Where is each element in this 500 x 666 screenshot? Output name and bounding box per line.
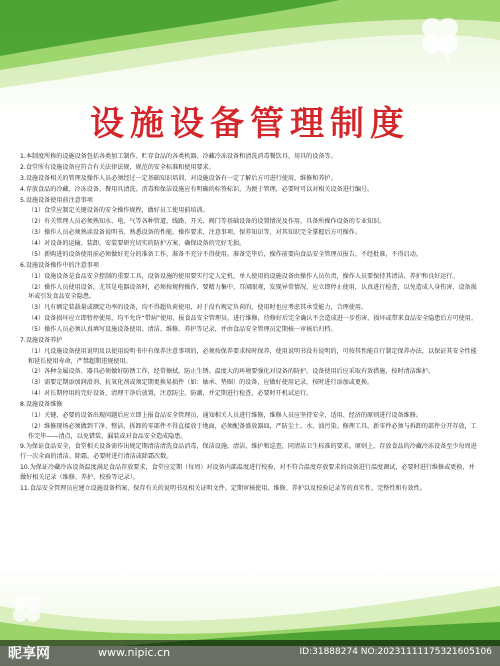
paragraph: 10.为保证冷藏冷冻设备温度满足食品存放要求，食堂应定期（每周）对设备内部温度进行校验，对不符合温度存放要求的设备进行温度调试，必要时进行维修或更换，并做好相关记录（维修、养护、校验等记录）。 bbox=[20, 464, 475, 481]
paragraph: （1）食堂应制定关键设备的安全操作规程，做好员工使用前培训。 bbox=[28, 207, 209, 215]
paragraph: 11.食品安全管理员应建立设施设备档案，保存有关的说明书及相关证明文件。定期审核使用、维修、养护以及校验记录等的真实性、完整性和有效性。 bbox=[20, 484, 426, 492]
paragraph: 8.设施设备维修 bbox=[20, 401, 63, 409]
paragraph: 4.存放食品的冷藏、冷冻设备，餐用具清洗、消毒和保洁设施应有明确的标签标识，为便于管理，必要时可以对相关设备进行编号。 bbox=[20, 185, 374, 193]
bottom-green-swoosh bbox=[0, 576, 500, 646]
paragraph: （2）维修现场必须做到干净、整洁，拆卸的零部件不得直接放于地面，必须配备盛放器皿，严防尘土、水、油污染。修理工具、新零件必须与拆卸的部件分开存放，工作完毕——清点，以免错装、漏装或对食品安全造成隐患。 bbox=[28, 422, 477, 440]
bottom-clover-icon bbox=[4, 586, 50, 632]
watermark-logo: 昵享网 bbox=[8, 646, 50, 662]
regulation-text bbox=[20, 152, 480, 495]
paragraph: （1）设施设备是食品安全控制的重要工具，设备设施的使用要实行定人定机，单人使用的设施设备由操作人员负责，操作人员要保持其清洁、养护和良好运行。 bbox=[28, 272, 459, 280]
paragraph: （3）需要定期添加润滑剂、抗氧化剂或须定期更换易损件（如：轴承、垫圈）的设备，应做好使用记录，按时进行添加或更换。 bbox=[28, 379, 374, 387]
paragraph: （2）操作人员使用设备，尤其是电器设备时，必须按规程操作，要精力集中，耳闻眼观，发现异常情况，应立即停止使用，认真进行检查，以免造成人身伤害、设备损坏或引发食品安全隐患。 bbox=[28, 283, 477, 301]
page-title: 设施设备管理制度 bbox=[90, 104, 410, 144]
paragraph: （4）对长期停用的完好设备，清理干净后放置，注意防尘、防潮，并定期进行检查，必要时开机试运行。 bbox=[28, 390, 313, 398]
paragraph: 5.设施设备使用前注意事项 bbox=[20, 196, 93, 204]
paragraph: （4）设备损坏应立即暂停使用，均不允许“带病”使用，报食品安全管理员，进行维修，待修好后完全确认不会造成进一步伤害、损坏或带来食品安全隐患后方可使用。 bbox=[28, 315, 477, 323]
paragraph: （5）新购进的设备使用前必须做好充分的准备工作，准备不充分不得使用。准备完毕后，操作前要向食品安全管理员报告，不经批准，不得启动。 bbox=[28, 251, 422, 259]
paragraph: 2.食堂所有设施设备应符合有关法律法规、规范的安全标准和使用要求。 bbox=[20, 163, 215, 171]
paragraph: （3）凡有额定装载量或额定功率的设备，均不得超负荷使用，对于没有规定负荷的，使用时也应考虑其承受能力，合理使用。 bbox=[28, 304, 368, 312]
paragraph: 6.设施设备操作中的注意事项 bbox=[20, 261, 99, 269]
paragraph: （2）有关管理人员必须熟知水、电、气等各种管道、线路、开关、阀门等基础设备的设置情况及作用，具备所操作设备的专业知识。 bbox=[28, 218, 386, 226]
paragraph: 3.设施设备相关的管理及操作人员必须经过一定基础知识培训，对设施设备有一定了解后方可进行使用、维修和养护。 bbox=[20, 174, 337, 182]
watermark-id: ID:31888274 NO:20231111175321605106 bbox=[299, 647, 492, 657]
clover-icon bbox=[410, 6, 470, 66]
paragraph: （4）对设备的运输、装卸、安装要研究切实的防护方案，确保设备的完好无损。 bbox=[28, 240, 246, 248]
paragraph: （1）关键、必要的设备出现问题后应立即上报食品安全管理员，通知相关人员进行维修，维修人员应坚持安全、适用、经济的原则进行设备维修。 bbox=[28, 412, 422, 419]
watermark-site: www.nipic.cn bbox=[98, 646, 171, 659]
paragraph: 1.本制度所称的设施设备包括各类加工制作、贮存食品的各类机器、冷藏冷冻设备和清洗消毒餐饮具、用具的设备等。 bbox=[20, 153, 337, 160]
paragraph: （1）凡设施设备使用说明及以使用说明书中有保养注意事项的，必须按保养要求按时保养，使用说明书没有说明的，可按其性能自行制定保养办法，以保证其安全性能和延长使用寿命，严禁超期违规使用。 bbox=[28, 347, 477, 365]
paragraph: （5）操作人员必须认真填写设施设备使用、清洁、维修、养护等记录，并由食品安全管理员定期核一审核后归档。 bbox=[28, 326, 337, 334]
paragraph: （3）操作人员必须熟读设备说明书，熟悉设备的性能、操作要求、注意事项、保养知识等，对其知识完全掌握后方可操作。 bbox=[28, 229, 361, 237]
paragraph: 9.为保证食品安全，食堂相关设备需作出规定期清洁清洗食品消毒，保洁设施、清洁、维护和巡查，同清洁卫生标准的要求。原则上，存放食品的冷藏冷冻设备至少每周进行一次全面的清洁、除霜，必要时进行清洁或除霜次数。 bbox=[20, 443, 477, 461]
paragraph: （2）各种金属设备、器具必须做好防锈工作，经常擦拭，防止生锈。温度大的环境要强化对设备的防护。设备使用后应采取有效措施，按时清洁维护。 bbox=[28, 368, 435, 376]
watermark-bar bbox=[0, 640, 500, 666]
paragraph: 7.设施设备养护 bbox=[20, 336, 63, 344]
